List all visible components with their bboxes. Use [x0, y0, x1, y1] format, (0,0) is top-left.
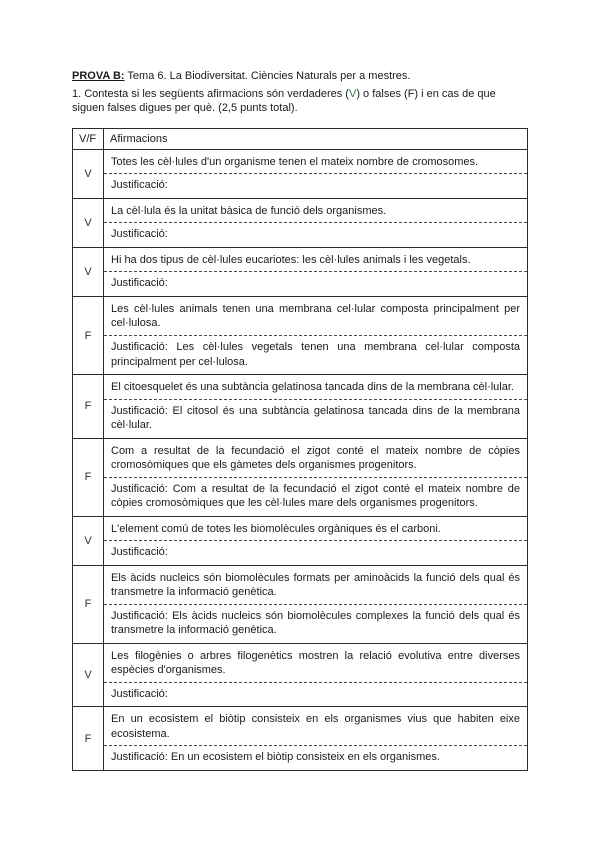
statement-cell [104, 516, 528, 565]
justification-text: Justificació: En un ecosistem el biòtip consisteix en els organismes. [111, 751, 440, 764]
statement-text: Com a resultat de la fecundació el zigot conté el mateix nombre de còpies cromosòmiques que els gàmetes dels organismes progenitors. [111, 444, 520, 472]
dashed-divider [104, 271, 527, 272]
statement-text: Les filogènies o arbres filogenètics mostren la relació evolutiva entre diverses espècies d'organismes. [111, 649, 520, 677]
dashed-divider [104, 399, 527, 400]
statement-cell [104, 565, 528, 643]
statement-cell [104, 247, 528, 296]
dashed-divider [104, 222, 527, 223]
dashed-divider [104, 540, 527, 541]
table-header-row [73, 128, 528, 149]
table-row [73, 438, 528, 516]
statement-cell [104, 643, 528, 707]
document-title [72, 69, 600, 84]
vf-cell: V [73, 198, 104, 247]
vf-cell: V [73, 149, 104, 198]
dashed-divider [104, 335, 527, 336]
instruction-v-label: V [348, 87, 357, 100]
affirmations-table [72, 128, 528, 771]
dashed-divider [104, 745, 527, 746]
table-body [73, 149, 528, 770]
justification-text: Justificació: [111, 687, 168, 700]
instruction-part2: ) o falses ( [356, 87, 408, 100]
title-label: PROVA B: [72, 70, 125, 82]
table-row [73, 707, 528, 771]
title-rest: Tema 6. La Biodiversitat. Ciències Naturals per a mestres. [124, 70, 411, 82]
statement-cell [104, 296, 528, 374]
table-row [73, 149, 528, 198]
instruction-part3: ) i en cas de que siguen falses digues per què. (2,5 punts total). [72, 87, 496, 115]
statement-cell [104, 438, 528, 516]
justification-text: Justificació: [111, 277, 168, 290]
justification-text: Justificació: [111, 228, 168, 241]
dashed-divider [104, 173, 527, 174]
instruction-f-label: F [407, 87, 415, 100]
table-row [73, 375, 528, 439]
statement-text: Els àcids nucleics són biomolècules formats per aminoàcids la funció dels qual és transmetre la informació genètica. [111, 571, 520, 599]
dashed-divider [104, 477, 527, 478]
statement-text: Les cèl·lules animals tenen una membrana cel·lular composta principalment per cel·lulosa. [111, 302, 520, 330]
statement-text: El citoesquelet és una subtància gelatinosa tancada dins de la membrana cèl·lular. [111, 381, 514, 394]
justification-text: Justificació: Les cèl·lules vegetals tenen una membrana cel·lular composta principalment per cel·lulosa. [111, 341, 520, 368]
afirmacions-column-header: Afirmacions [104, 128, 528, 149]
statement-cell [104, 707, 528, 771]
justification-text: Justificació: [111, 546, 168, 559]
justification-text: Justificació: [111, 179, 168, 192]
statement-text: En un ecosistem el biòtip consisteix en els organismes vius que habiten eixe ecosistema. [111, 713, 520, 740]
statement-text: Hi ha dos tipus de cèl·lules eucariotes: les cèl·lules animals i les vegetals. [111, 253, 471, 266]
justification-text: Justificació: Els àcids nucleics són biomolècules complexes la funció dels qual és transmetre la informació genètica. [111, 609, 520, 637]
table-row [73, 516, 528, 565]
vf-cell: F [73, 296, 104, 374]
dashed-divider [104, 604, 527, 605]
vf-column-header: V/F [73, 128, 104, 149]
statement-cell [104, 198, 528, 247]
instruction-part1: 1. Contesta si les següents afirmacions són verdaderes ( [72, 87, 349, 100]
vf-cell: V [73, 247, 104, 296]
vf-cell: F [73, 565, 104, 643]
vf-cell: V [73, 516, 104, 565]
justification-text: Justificació: El citosol és una subtància gelatinosa tancada dins de la membrana cèl·lular. [111, 404, 520, 432]
vf-cell: V [73, 643, 104, 707]
table-row [73, 643, 528, 707]
vf-cell: F [73, 375, 104, 439]
statement-text: L'element comú de totes les biomolècules orgàniques és el carboni. [111, 522, 441, 535]
table-row [73, 296, 528, 374]
statement-cell [104, 375, 528, 439]
table-row [73, 198, 528, 247]
table-row [73, 247, 528, 296]
vf-cell: F [73, 438, 104, 516]
dashed-divider [104, 682, 527, 683]
justification-text: Justificació: Com a resultat de la fecundació el zigot conté el mateix nombre de còpies cromosòmiques que les cèl·lules mare dels organismes progenitors. [111, 482, 520, 510]
instruction-text [72, 87, 528, 116]
statement-text: Totes les cèl·lules d'un organisme tenen el mateix nombre de cromosomes. [111, 155, 479, 168]
statement-cell [104, 149, 528, 198]
vf-cell: F [73, 707, 104, 771]
table-row [73, 565, 528, 643]
statement-text: La cèl·lula és la unitat bàsica de funció dels organismes. [111, 204, 387, 217]
